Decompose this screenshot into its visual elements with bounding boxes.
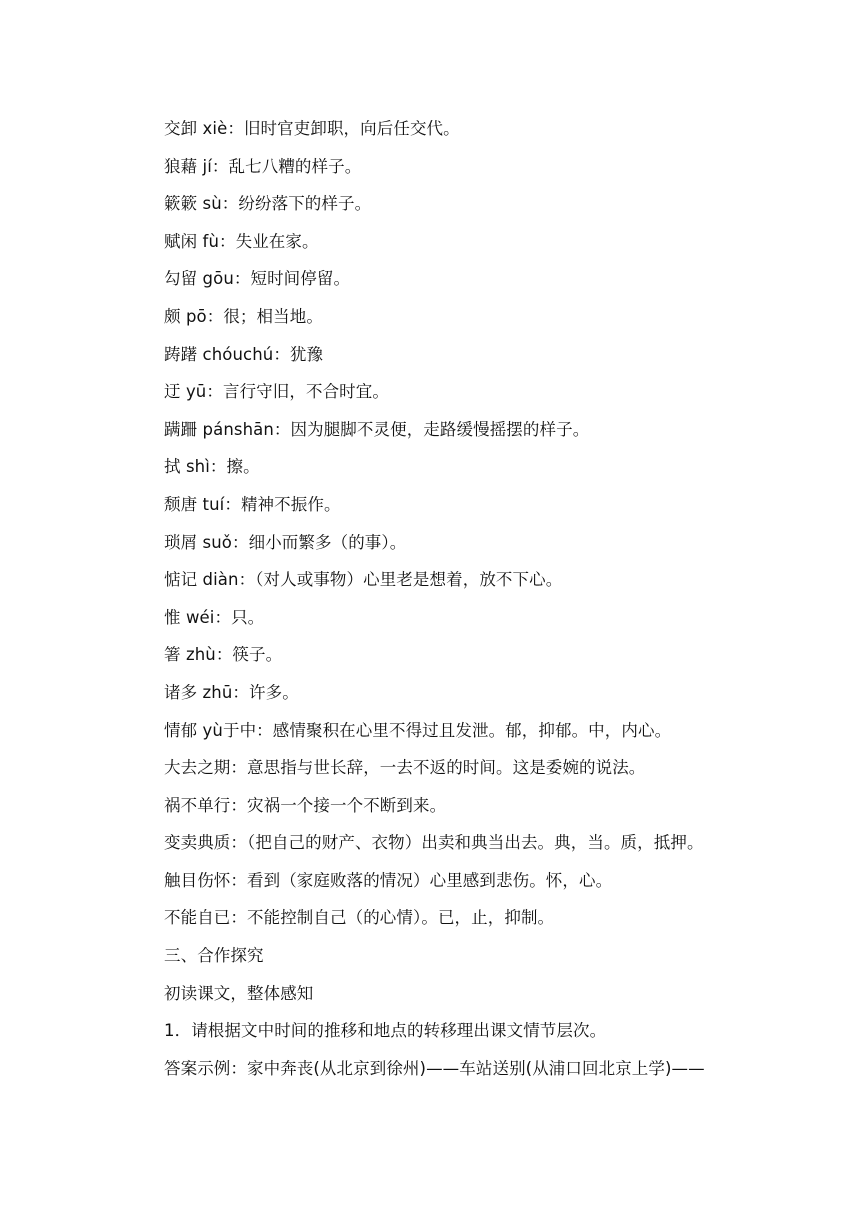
vocab-entry-dianji: 惦记 diàn：（对人或事物）心里老是想着，放不下心。	[164, 570, 563, 590]
vocab-entry-po: 颇 pō：很；相当地。	[164, 306, 323, 326]
vocab-entry-huobudanxing: 祸不单行：灾祸一个接一个不断到来。	[164, 795, 447, 815]
vocab-entry-bianmaidianzhi: 变卖典质：（把自己的财产、衣物）出卖和典当出去。典，当。质，抵押。	[164, 833, 704, 853]
vocab-entry-qingyuyuzhong: 情郁 yù于中：感情聚积在心里不得过且发泄。郁，抑郁。中，内心。	[164, 720, 672, 740]
vocab-entry-chouchu: 踌躇 chóuchú：犹豫	[164, 344, 324, 364]
vocab-entry-panshan: 蹒跚 pánshān：因为腿脚不灵便，走路缓慢摇摆的样子。	[164, 419, 590, 439]
vocab-entry-langji: 狼藉 jí：乱七八糟的样子。	[164, 156, 362, 176]
answer-example-text: 答案示例：家中奔丧(从北京到徐州)——车站送别(从浦口回北京上学)——	[164, 1058, 705, 1078]
vocab-entry-yu: 迂 yū：言行守旧，不合时宜。	[164, 382, 389, 402]
section-heading: 三、合作探究	[164, 946, 264, 966]
document-body	[164, 110, 784, 1087]
vocab-entry-zhuduo: 诸多 zhū：许多。	[164, 682, 299, 702]
vocab-entry-bunengziyi: 不能自已：不能控制自己（的心情）。已，止，抑制。	[164, 908, 555, 928]
vocab-entry-suoxie: 琐屑 suǒ：细小而繁多（的事）。	[164, 532, 407, 552]
vocab-entry-zhu: 箸 zhù：筷子。	[164, 645, 283, 665]
vocab-entry-susu: 簌簌 sù：纷纷落下的样子。	[164, 194, 372, 214]
vocab-entry-shi: 拭 shì：擦。	[164, 457, 260, 477]
vocab-entry-tuitang: 颓唐 tuí：精神不振作。	[164, 494, 341, 514]
vocab-entry-chumushanghuai: 触目伤怀：看到（家庭败落的情况）心里感到悲伤。怀，心。	[164, 870, 613, 890]
question-text: 1．请根据文中时间的推移和地点的转移理出课文情节层次。	[164, 1021, 607, 1041]
subsection-heading: 初读课文，整体感知	[164, 983, 314, 1003]
vocab-entry-wei: 惟 wéi：只。	[164, 607, 265, 627]
vocab-entry-daquzhiqi: 大去之期：意思指与世长辞，一去不返的时间。这是委婉的说法。	[164, 758, 646, 778]
vocab-entry-jiaoxie: 交卸 xiè：旧时官吏卸职，向后任交代。	[164, 119, 460, 138]
vocab-entry-fuxian: 赋闲 fù：失业在家。	[164, 231, 319, 251]
vocab-entry-gouliu: 勾留 gōu：短时间停留。	[164, 269, 351, 289]
